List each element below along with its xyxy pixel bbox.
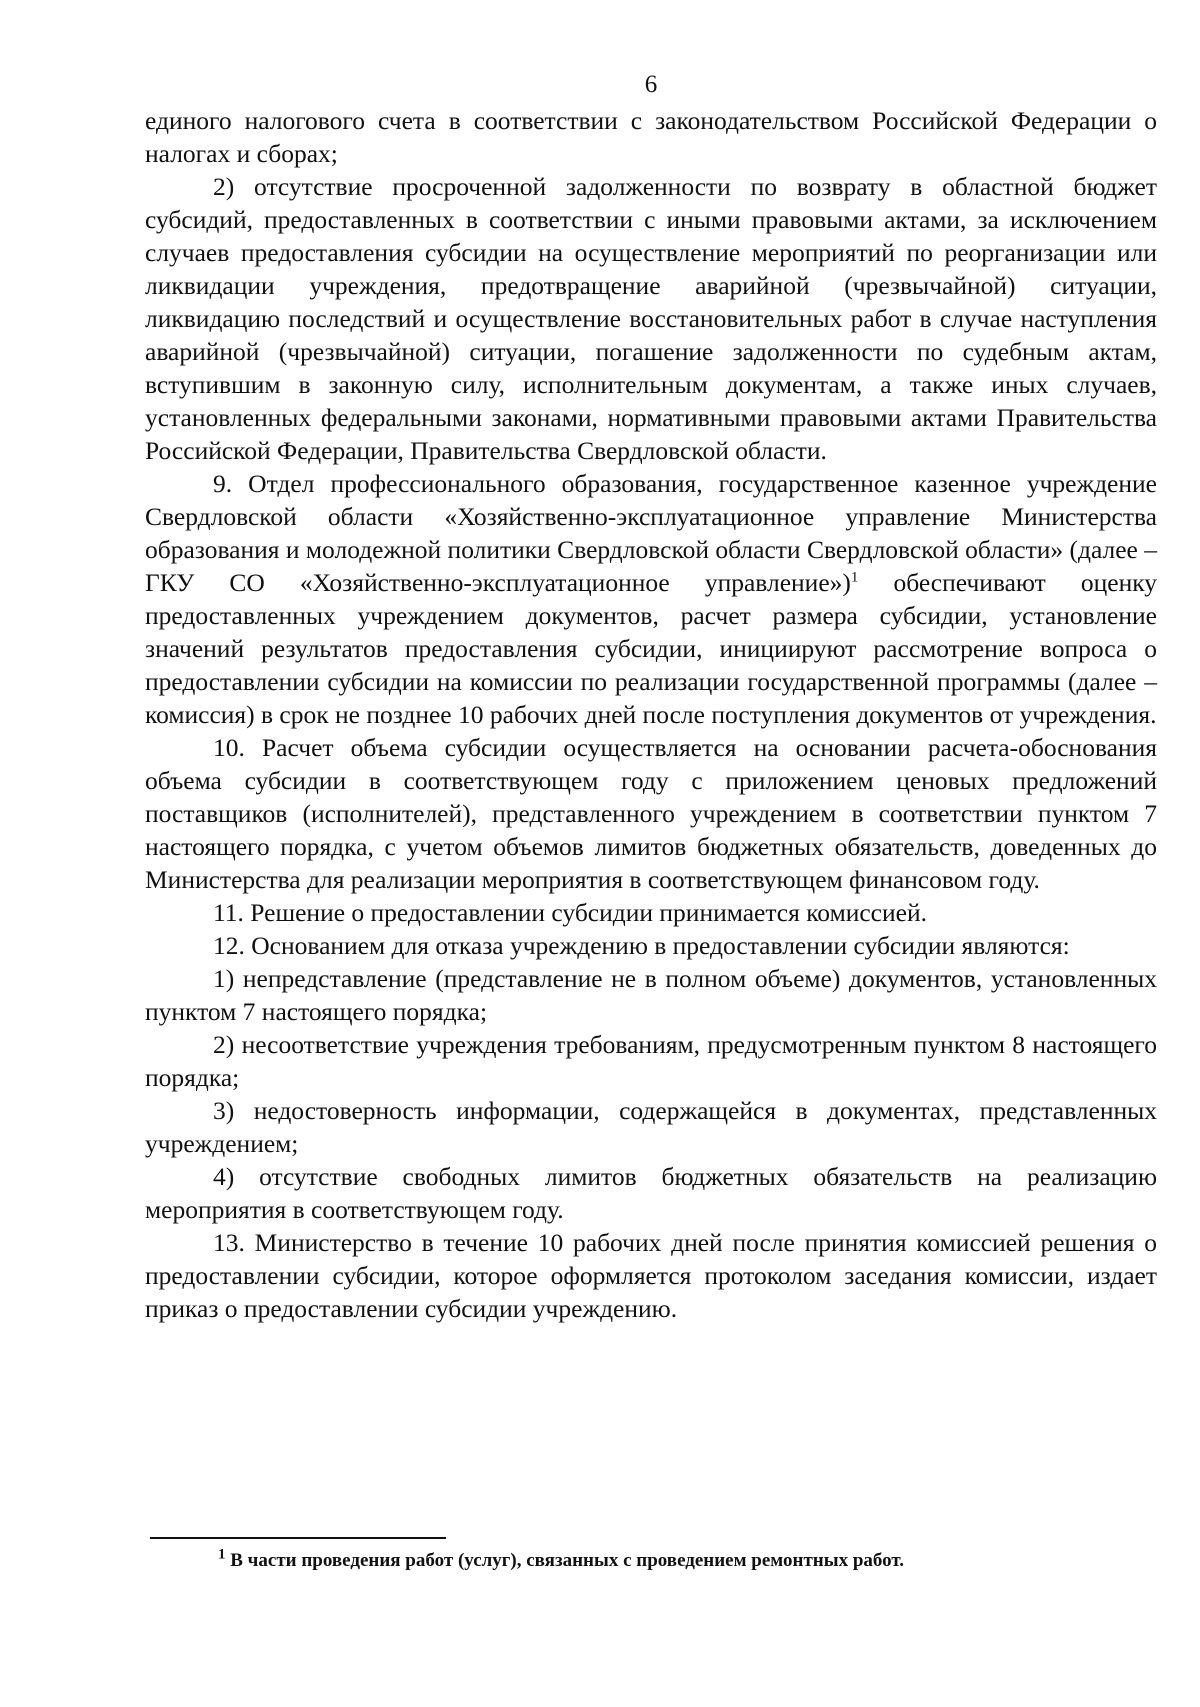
paragraph-10: 10. Расчет объема субсидии осуществляется на основании расчета-обоснования объема субсидии в соответствующем году с приложением ценовых предложений поставщиков (исполнителей), представленного учреждением в соответствии пунктом 7 настоящего порядка, с учетом объемов лимитов бюджетных обязательств, доведенных до Министерства для реализации мероприятия в соответствующем финансовом году. bbox=[145, 733, 1157, 894]
document-page bbox=[145, 70, 1157, 1325]
paragraph-12-item-2: 2) несоответствие учреждения требованиям, предусмотренным пунктом 8 настоящего порядка; bbox=[145, 1030, 1157, 1092]
paragraph-12-item-1: 1) непредставление (представление не в полном объеме) документов, установленных пунктом 7 настоящего порядка; bbox=[145, 964, 1157, 1026]
paragraph-11: 11. Решение о предоставлении субсидии принимается комиссией. bbox=[213, 898, 927, 927]
footnote-text: В части проведения работ (услуг), связанных с проведением ремонтных работ. bbox=[225, 1550, 905, 1571]
footnote bbox=[218, 1546, 1118, 1573]
paragraph-12: 12. Основанием для отказа учреждению в предоставлении субсидии являются: bbox=[213, 931, 1070, 960]
paragraph-item-2: 2) отсутствие просроченной задолженности по возврату в областной бюджет субсидий, предоставленных в соответствии с иными правовыми актами, за исключением случаев предоставления субсидии на осуществление мероприятий по реорганизации или ликвидации учреждения, предотвращение аварийной (чрезвычайной) ситуации, ликвидацию последствий и осуществление восстановительных работ в случае наступления аварийной (чрезвычайной) ситуации, погашение задолженности по судебным актам, вступившим в законную силу, исполнительным документам, а также иных случаев, установленных федеральными законами, нормативными правовыми актами Правительства Российской Федерации, Правительства Свердловской области. bbox=[145, 172, 1157, 465]
paragraph-9-continuation: обеспечивают оценку предоставленных учреждением документов, расчет размера субсидии, установление значений результатов предоставления субсидии, инициируют рассмотрение вопроса о предоставлении субсидии на комиссии по реализации государственной программы (далее – комиссия) в срок не позднее 10 рабочих дней после поступления документов от учреждения. bbox=[145, 568, 1157, 729]
paragraph-9 bbox=[145, 467, 1157, 731]
footnote-mark: 1 bbox=[218, 1546, 226, 1563]
paragraph-13: 13. Министерство в течение 10 рабочих дней после принятия комиссией решения о предоставлении субсидии, которое оформляется протоколом заседания комиссии, издает приказ о предоставлении субсидии учреждению. bbox=[145, 1228, 1157, 1323]
footnote-reference: 1 bbox=[850, 569, 859, 586]
page-number: 6 bbox=[644, 71, 658, 98]
paragraph-12-item-3: 3) недостоверность информации, содержащейся в документах, представленных учреждением; bbox=[145, 1096, 1157, 1158]
paragraph-continuation: единого налогового счета в соответствии с законодательством Российской Федерации о налогах и сборах; bbox=[145, 106, 1157, 168]
paragraph-12-item-4: 4) отсутствие свободных лимитов бюджетных обязательств на реализацию мероприятия в соответствующем году. bbox=[145, 1162, 1157, 1224]
paragraph-9-text: 9. Отдел профессионального образования, государственное казенное учреждение Свердловской области «Хозяйственно-эксплуатационное управление Министерства образования и молодежной политики Свердловской области Свердловской области» (далее – ГКУ СО «Хозяйственно-эксплуатационное управление») bbox=[145, 469, 1157, 597]
footnote-separator bbox=[150, 1537, 446, 1539]
